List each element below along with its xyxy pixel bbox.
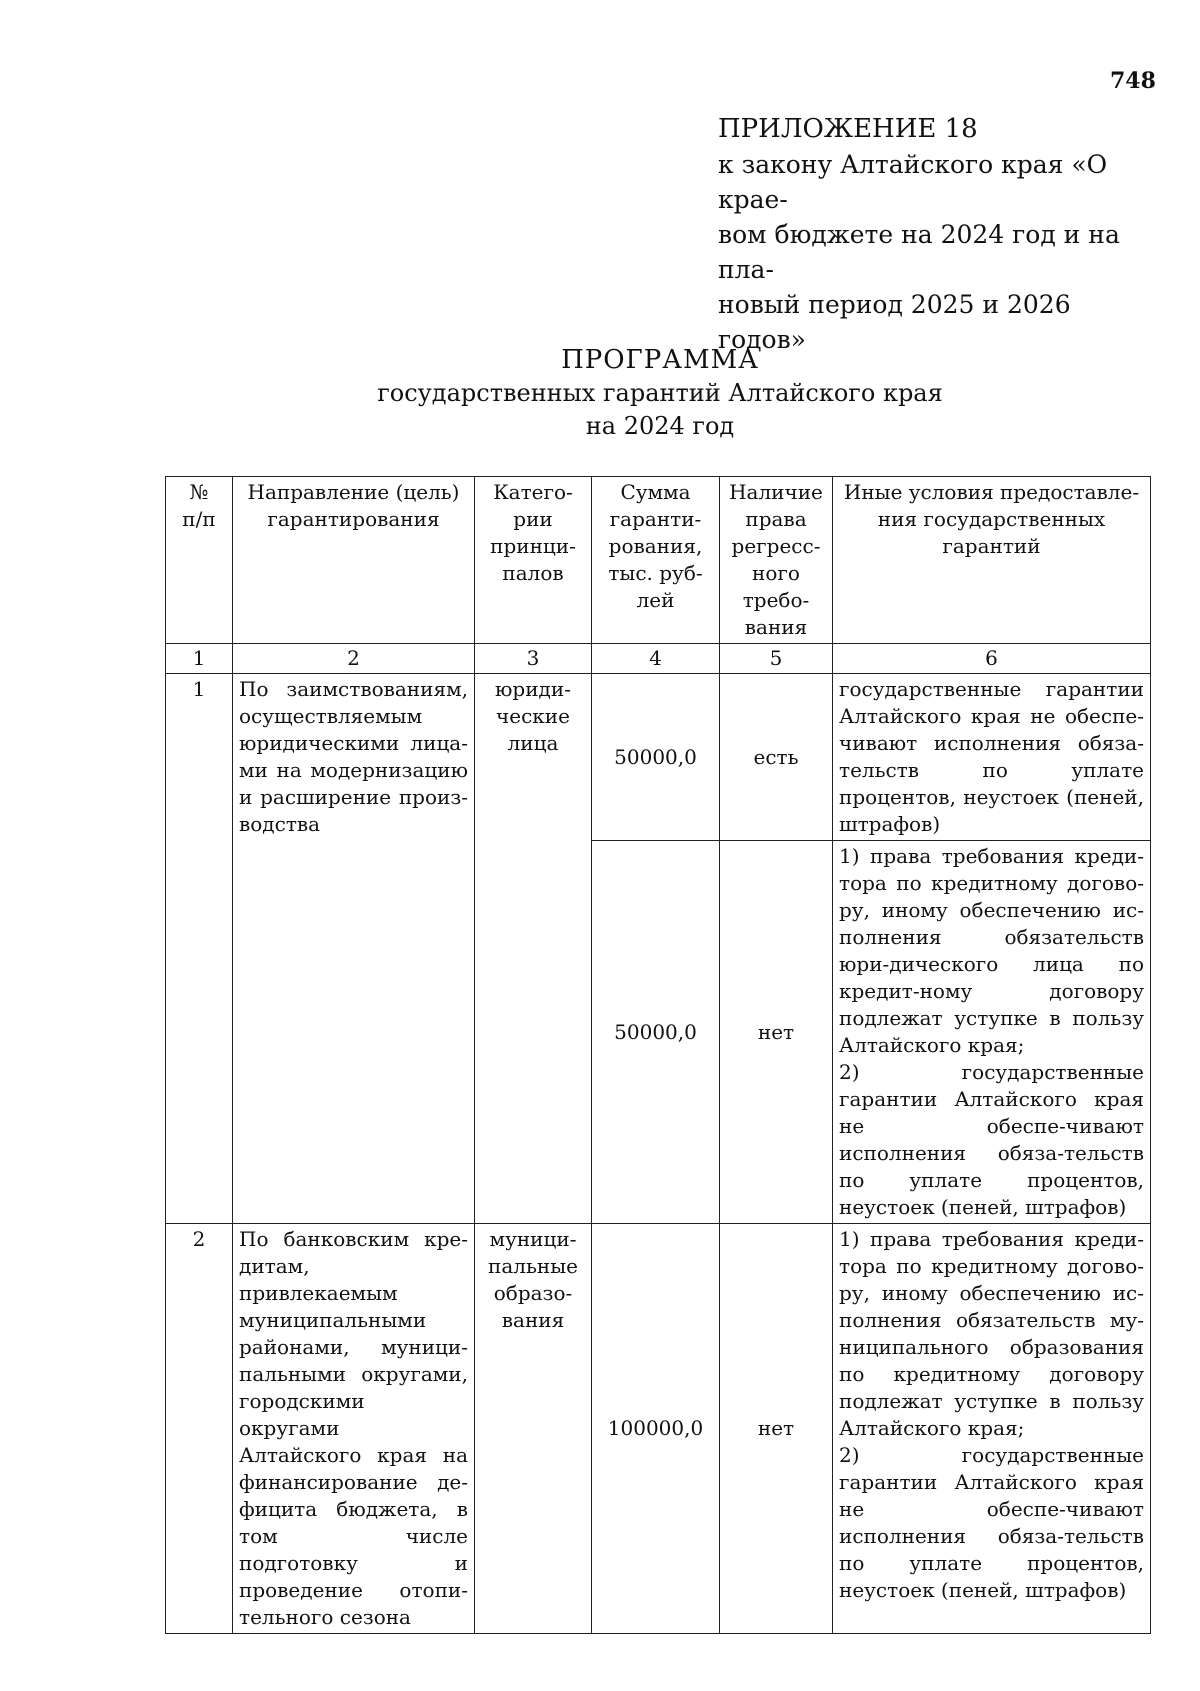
appendix-block (718, 112, 1158, 357)
appendix-line-3: новый период 2025 и 2026 годов» (718, 290, 1071, 354)
column-number: 3 (475, 644, 592, 674)
header-direction: Направление (цель) гарантирования (233, 477, 475, 644)
row-regress: нет (720, 1224, 833, 1634)
appendix-title: ПРИЛОЖЕНИЕ 18 (718, 114, 978, 144)
header-categories: Катего- рии принци- палов (475, 477, 592, 644)
row-conditions: государственные гарантии Алтайского края не обеспе-чивают исполнения обяза-тельств по уплате процентов, неустоек (пеней, штрафов) (833, 674, 1151, 841)
appendix-line-1: к закону Алтайского края «О крае- (718, 150, 1108, 214)
guarantees-table (165, 476, 1151, 1634)
header-regress: Наличие права регресс- ного требо- вания (720, 477, 833, 644)
program-subtitle: государственных гарантий Алтайского края (377, 379, 943, 407)
row-amount: 50000,0 (592, 841, 720, 1224)
table-header-row (166, 477, 1151, 644)
page-number: 748 (1110, 68, 1156, 94)
row-direction: По банковским кре-дитам, привлекаемым муниципальными районами, муници-пальными округами, городскими округами Алтайского края на финансирование де-фицита бюджета, в том числе подготовку и проведение отопи-тельного сезона (233, 1224, 475, 1634)
row-number: 2 (166, 1224, 233, 1634)
row-regress: есть (720, 674, 833, 841)
program-title: ПРОГРАММА (561, 345, 759, 375)
row-amount: 100000,0 (592, 1224, 720, 1634)
appendix-line-2: вом бюджете на 2024 год и на пла- (718, 220, 1120, 284)
header-amount: Сумма гаранти- рования, тыс. руб- лей (592, 477, 720, 644)
column-number: 5 (720, 644, 833, 674)
row-number: 1 (166, 674, 233, 1224)
column-number-row (166, 644, 1151, 674)
row-category: муници- пальные образо- вания (475, 1224, 592, 1634)
row-conditions: 1) права требования креди-тора по кредитному догово-ру, иному обеспечению ис-полнения обязательств юри-дического лица по кредит-ному договору подлежат уступке в пользу Алтайского края; 2) государственные гарантии Алтайского края не обеспе-чивают исполнения обяза-тельств по уплате процентов, неустоек (пеней, штрафов) (833, 841, 1151, 1224)
program-year: на 2024 год (585, 412, 735, 440)
column-number: 1 (166, 644, 233, 674)
column-number: 4 (592, 644, 720, 674)
program-heading (0, 344, 1200, 443)
row-conditions: 1) права требования креди-тора по кредитному догово-ру, иному обеспечению ис-полнения обязательств му-ниципального образования по кредитному договору подлежат уступке в пользу Алтайского края; 2) государственные гарантии Алтайского края не обеспе-чивают исполнения обяза-тельств по уплате процентов, неустоек (пеней, штрафов) (833, 1224, 1151, 1634)
header-conditions: Иные условия предоставле- ния государственных гарантий (833, 477, 1151, 644)
column-number: 6 (833, 644, 1151, 674)
column-number: 2 (233, 644, 475, 674)
header-num: № п/п (166, 477, 233, 644)
row-amount: 50000,0 (592, 674, 720, 841)
table-row (166, 1224, 1151, 1634)
row-regress: нет (720, 841, 833, 1224)
row-category: юриди- ческие лица (475, 674, 592, 1224)
table-row (166, 674, 1151, 841)
row-direction: По заимствованиям, осуществляемым юридическими лица-ми на модернизацию и расширение произ-водства (233, 674, 475, 1224)
